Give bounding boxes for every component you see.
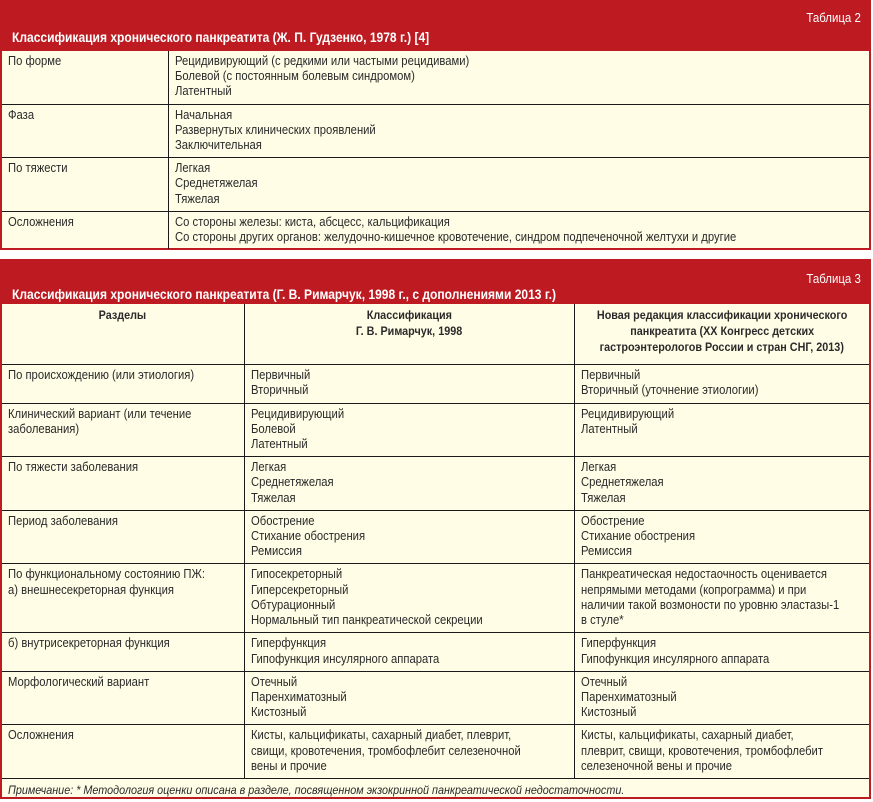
cell-line: По тяжести заболевания — [8, 460, 139, 475]
row-col1 — [244, 725, 574, 779]
cell-line: Гипосекреторный — [250, 567, 342, 582]
column-header — [2, 304, 244, 364]
cell-line: Рецидивирующий — [250, 406, 344, 421]
row-section — [2, 671, 244, 725]
row-col1 — [244, 403, 574, 457]
row-label — [2, 211, 168, 249]
cell-line: Вторичный (уточнение этиологии) — [580, 382, 758, 397]
cell-line: Новая редакция классификации хронического — [596, 308, 847, 322]
cell-line: Обтурационный — [250, 597, 335, 612]
cell-line: Легкая — [580, 460, 616, 475]
row-col2 — [574, 633, 869, 671]
table-3-number: Таблица 3 — [806, 271, 861, 286]
cell-line: Развернутых клинических проявлений — [174, 122, 376, 137]
table-row — [2, 211, 869, 249]
cell-line: Кисты, кальцификаты, сахарный диабет, плеврит, — [250, 728, 511, 743]
cell-line: Гиперфункция — [580, 636, 656, 651]
row-col2 — [574, 510, 869, 564]
cell-line: Среднетяжелая — [174, 176, 258, 191]
row-col2 — [574, 564, 869, 633]
cell-line: Паренхиматозный — [250, 689, 347, 704]
row-col2 — [574, 364, 869, 403]
cell-line: Легкая — [250, 460, 286, 475]
cell-line: панкреатита (XX Конгресс детских — [629, 324, 814, 338]
cell-line: Фаза — [8, 107, 35, 122]
cell-line: плеврит, свищи, кровотечения, тромбофлебит — [580, 743, 823, 758]
table-2-header — [2, 0, 869, 51]
cell-line: Обострение — [250, 513, 315, 528]
cell-line: Гипофункция инсулярного аппарата — [250, 651, 439, 666]
cell-line: Обострение — [580, 513, 645, 528]
cell-line: Разделы — [98, 308, 147, 322]
row-section — [2, 633, 244, 671]
row-section — [2, 457, 244, 511]
cell-line: Латентный — [174, 84, 232, 99]
cell-line: Стихание обострения — [580, 528, 695, 543]
row-col1 — [244, 510, 574, 564]
cell-line: а) внешнесекреторная функция — [8, 582, 174, 597]
table-3-column-headers — [2, 304, 869, 364]
cell-line: Кистозный — [580, 705, 636, 720]
table-row — [2, 671, 869, 725]
cell-line: Болевой — [250, 421, 296, 436]
cell-line: Кисты, кальцификаты, сахарный диабет, — [580, 728, 794, 743]
table-note-text: Примечание: * Методология оценки описана в разделе, посвященном экзокринной панкреатической недостаточности. — [8, 782, 625, 797]
cell-line: Рецидивирующий (с редкими или частыми рецидивами) — [174, 54, 469, 68]
table-row — [2, 364, 869, 403]
table-2-title: Классификация хронического панкреатита (Ж. П. Гудзенко, 1978 г.) [4] — [12, 29, 430, 45]
cell-line: По тяжести — [8, 161, 68, 176]
row-section — [2, 564, 244, 633]
table-3-header — [2, 259, 869, 304]
cell-line: Клинический вариант (или течение — [8, 406, 192, 421]
row-col1 — [244, 671, 574, 725]
cell-line: Панкреатическая недостаочность оценивается — [580, 567, 827, 582]
cell-line: Нормальный тип панкреатической секреции — [250, 612, 483, 627]
table-row — [2, 564, 869, 633]
cell-line: Период заболевания — [8, 513, 118, 528]
cell-line: Тяжелая — [580, 490, 626, 505]
cell-line: Латентный — [580, 421, 638, 436]
cell-line: По форме — [8, 54, 62, 68]
table-3-title: Классификация хронического панкреатита (Г. В. Римарчук, 1998 г., с дополнениями 2013 г.) — [12, 286, 556, 302]
cell-line: Первичный — [250, 367, 310, 382]
row-label — [2, 104, 168, 158]
table-row — [2, 158, 869, 212]
cell-line: Легкая — [174, 161, 210, 176]
row-items — [168, 51, 869, 104]
column-header — [574, 304, 869, 364]
table-row — [2, 51, 869, 104]
cell-line: Гиперсекреторный — [250, 582, 348, 597]
cell-line: Гиперфункция — [250, 636, 326, 651]
cell-line: Со стороны других органов: желудочно-кишечное кровотечение, синдром подпеченочной желтухи и другие — [174, 230, 736, 245]
cell-line: гастроэнтерологов России и стран СНГ, 2013) — [599, 340, 844, 354]
column-header — [244, 304, 574, 364]
row-col2 — [574, 725, 869, 779]
row-items — [168, 158, 869, 212]
row-label — [2, 158, 168, 212]
row-col1 — [244, 633, 574, 671]
cell-line: Среднетяжелая — [250, 475, 334, 490]
table-note-row — [2, 778, 869, 802]
table-row — [2, 457, 869, 511]
cell-line: наличии такой возмоности по уровню эластазы-1 — [580, 597, 839, 612]
cell-line: Со стороны железы: киста, абсцесс, кальцификация — [174, 214, 450, 229]
row-items — [168, 104, 869, 158]
cell-line: б) внутрисекреторная функция — [8, 636, 170, 651]
row-col2 — [574, 403, 869, 457]
cell-line: По функциональному состоянию ПЖ: — [8, 567, 205, 582]
cell-line: Начальная — [174, 107, 232, 122]
cell-line: Ремиссия — [580, 544, 632, 559]
table-row — [2, 510, 869, 564]
table-row — [2, 104, 869, 158]
cell-line: Ремиссия — [250, 544, 302, 559]
row-items — [168, 211, 869, 249]
cell-line: Отечный — [250, 674, 297, 689]
table-row — [2, 403, 869, 457]
table-note — [2, 778, 869, 802]
cell-line: Заключительная — [174, 138, 262, 153]
cell-line: заболевания) — [8, 421, 80, 436]
cell-line: Первичный — [580, 367, 640, 382]
cell-line: Тяжелая — [250, 490, 296, 505]
table-2-body — [2, 51, 869, 249]
cell-line: свищи, кровотечения, тромбофлебит селезеночной — [250, 743, 521, 758]
cell-line: Кистозный — [250, 705, 306, 720]
row-col1 — [244, 457, 574, 511]
cell-line: Латентный — [250, 436, 308, 451]
cell-line: Гипофункция инсулярного аппарата — [580, 651, 769, 666]
row-section — [2, 403, 244, 457]
row-label — [2, 51, 168, 104]
table-2-number: Таблица 2 — [806, 10, 861, 25]
cell-line: Среднетяжелая — [580, 475, 664, 490]
cell-line: Паренхиматозный — [580, 689, 677, 704]
table-3-body — [2, 304, 869, 802]
cell-line: непрямыми методами (копрограмма) и при — [580, 582, 806, 597]
cell-line: Болевой (с постоянным болевым синдромом) — [174, 69, 415, 84]
row-section — [2, 364, 244, 403]
cell-line: Г. В. Римарчук, 1998 — [355, 324, 463, 338]
cell-line: Рецидивирующий — [580, 406, 674, 421]
row-col2 — [574, 457, 869, 511]
cell-line: Осложнения — [8, 214, 74, 229]
cell-line: вены и прочие — [250, 758, 327, 773]
table-row — [2, 633, 869, 671]
row-section — [2, 725, 244, 779]
cell-line: в стуле* — [580, 612, 624, 627]
table-2 — [0, 0, 871, 250]
cell-line: Стихание обострения — [250, 528, 365, 543]
cell-line: Осложнения — [8, 728, 74, 743]
table-3 — [0, 259, 871, 799]
row-col2 — [574, 671, 869, 725]
cell-line: По происхождению (или этиология) — [8, 367, 195, 382]
cell-line: Морфологический вариант — [8, 674, 150, 689]
cell-line: Отечный — [580, 674, 627, 689]
cell-line: Вторичный — [250, 382, 308, 397]
cell-line: Тяжелая — [174, 191, 220, 206]
cell-line: Классификация — [366, 308, 452, 322]
row-section — [2, 510, 244, 564]
cell-line: селезеночной вены и прочие — [580, 758, 732, 773]
row-col1 — [244, 364, 574, 403]
row-col1 — [244, 564, 574, 633]
table-row — [2, 725, 869, 779]
